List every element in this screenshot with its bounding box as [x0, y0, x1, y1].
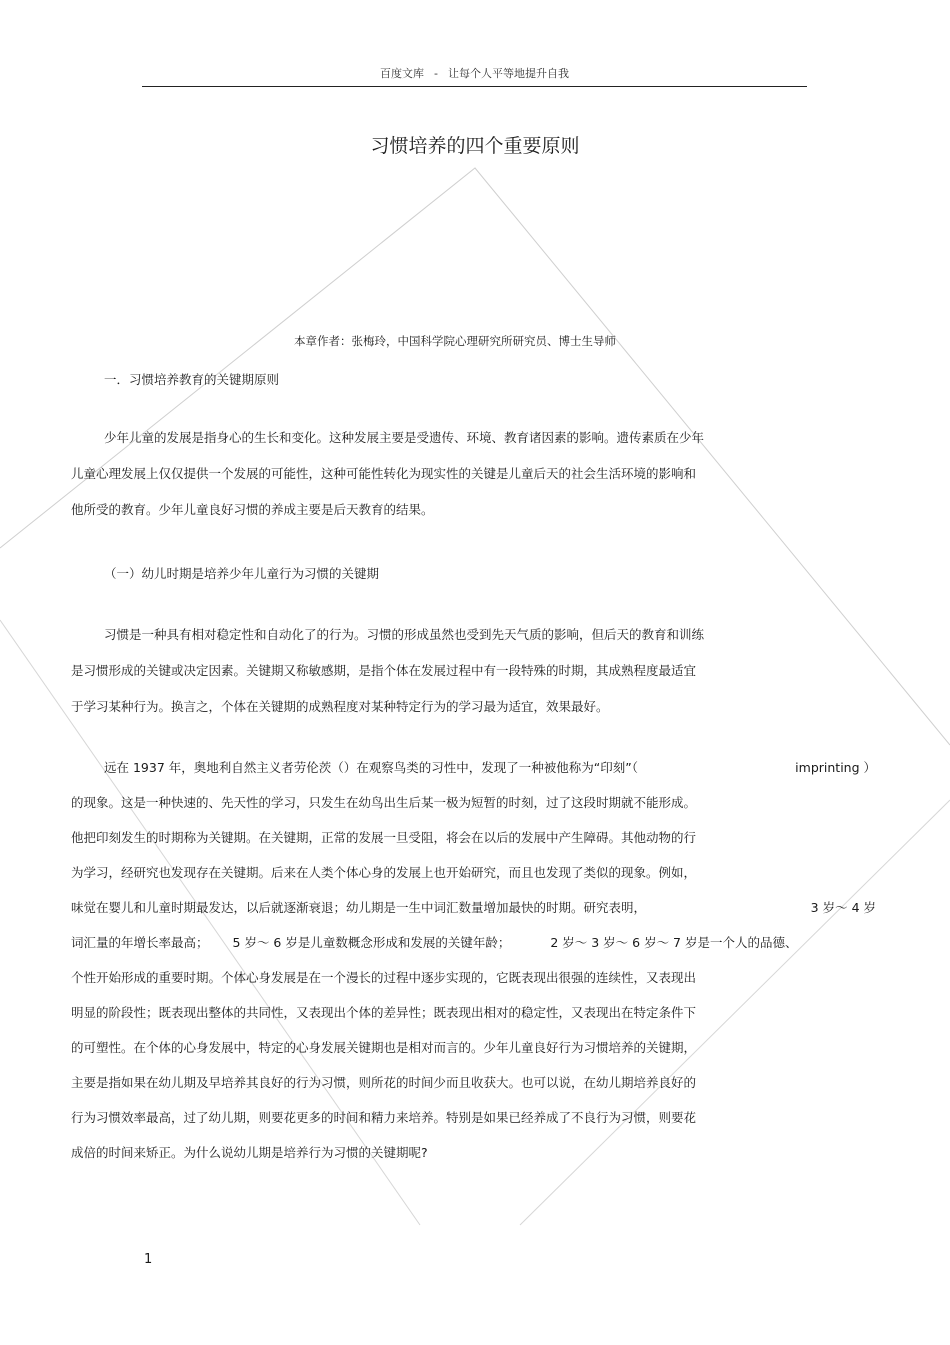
paragraph-line: 他所受的教育。少年儿童良好习惯的养成主要是后天教育的结果。 [71, 502, 434, 517]
document-title: 习惯培养的四个重要原则 [370, 135, 580, 157]
paragraph-line: 主要是指如果在幼儿期及早培养其良好的行为习惯，则所花的时间少而且收获大。也可以说，在幼儿期培养良好的 [71, 1075, 697, 1090]
paragraph-line: 成倍的时间来矫正。为什么说幼儿期是培养行为习惯的关键期呢? [71, 1145, 428, 1160]
paragraph-line: 儿童心理发展上仅仅提供一个发展的可能性，这种可能性转化为现实性的关键是儿童后天的社会生活环境的影响和 [71, 466, 697, 481]
subsection-heading-1: （一）幼儿时期是培养少年儿童行为习惯的关键期 [104, 566, 380, 581]
paragraph-line: 是习惯形成的关键或决定因素。关键期又称敏感期，是指个体在发展过程中有一段特殊的时期，其成熟程度最适宜 [71, 663, 697, 678]
paragraph-line-segment: 5 岁～ 6 岁是儿童数概念形成和发展的关键年龄； [232, 935, 511, 950]
paragraph-3 [71, 750, 876, 1170]
paragraph-1 [71, 420, 791, 528]
paragraph-line: 明显的阶段性；既表现出整体的共同性，又表现出个体的差异性；既表现出相对的稳定性，又表现出在特定条件下 [71, 1005, 697, 1020]
term-imprinting: imprinting ） [795, 760, 876, 775]
author-line: 本章作者：张梅玲，中国科学院心理研究所研究员、博士生导师 [294, 334, 616, 348]
paragraph-line [71, 925, 876, 960]
section-heading-1: 一．习惯培养教育的关键期原则 [104, 372, 280, 387]
header-separator: - [434, 67, 438, 80]
paragraph-line: 习惯是一种具有相对稳定性和自动化了的行为。习惯的形成虽然也受到先天气质的影响，但后天的教育和训练 [104, 627, 705, 642]
paragraph-line: 的可塑性。在个体的心身发展中，特定的心身发展关键期也是相对而言的。少年儿童良好行为习惯培养的关键期， [71, 1040, 697, 1055]
paragraph-line-segment: 2 岁～ 3 岁～ 6 岁～ 7 岁是一个人的品德、 [550, 935, 798, 950]
paragraph-line: 个性开始形成的重要时期。个体心身发展是在一个漫长的过程中逐步实现的，它既表现出很强的连续性，又表现出 [71, 970, 697, 985]
paragraph-line: 为学习，经研究也发现存在关键期。后来在人类个体心身的发展上也开始研究，而且也发现了类似的现象。例如， [71, 865, 697, 880]
paragraph-line-segment: 远在 1937 年，奥地利自然主义者劳伦茨（）在观察鸟类的习性中，发现了一种被他称为“印刻”（ [104, 760, 638, 775]
paragraph-line [71, 890, 876, 925]
page-number: 1 [144, 1252, 153, 1267]
paragraph-line: 的现象。这是一种快速的、先天性的学习，只发生在幼鸟出生后某一极为短暂的时刻，过了这段时期就不能形成。 [71, 795, 697, 810]
paragraph-line-segment: 味觉在婴儿和儿童时期最发达，以后就逐渐衰退；幼儿期是一生中词汇数量增加最快的时期。研究表明， [71, 900, 647, 915]
header-slogan: 让每个人平等地提升自我 [447, 67, 569, 80]
paragraph-line: 少年儿童的发展是指身心的生长和变化。这种发展主要是受遗传、环境、教育诸因素的影响。遗传素质在少年 [104, 430, 705, 445]
header-site: 百度文库 [380, 67, 424, 80]
page-header [142, 64, 807, 87]
paragraph-line: 行为习惯效率最高，过了幼儿期，则要花更多的时间和精力来培养。特别是如果已经养成了不良行为习惯，则要花 [71, 1110, 697, 1125]
paragraph-line-segment: 词汇量的年增长率最高； [71, 935, 209, 950]
paragraph-line-segment: 3 岁～ 4 岁 [810, 900, 876, 915]
paragraph-line [71, 750, 876, 785]
paragraph-2 [71, 617, 791, 725]
paragraph-line: 于学习某种行为。换言之，个体在关键期的成熟程度对某种特定行为的学习最为适宜，效果最好。 [71, 699, 609, 714]
paragraph-line: 他把印刻发生的时期称为关键期。在关键期，正常的发展一旦受阻，将会在以后的发展中产生障碍。其他动物的行 [71, 830, 697, 845]
